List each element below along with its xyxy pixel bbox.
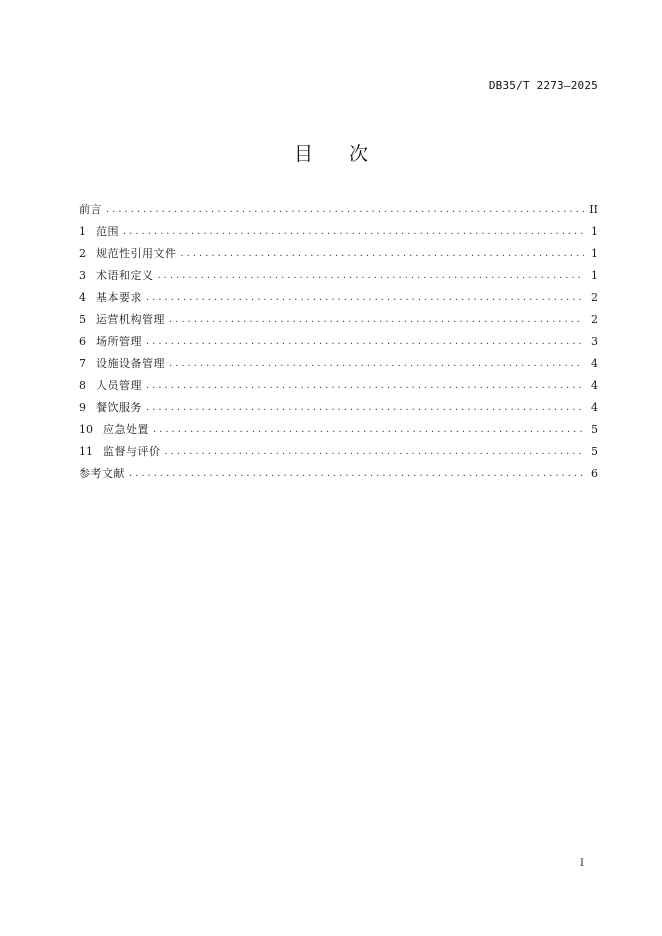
- toc-entry-page: 4: [591, 357, 598, 370]
- toc-leader-dots: [165, 441, 585, 463]
- toc-leader-dots: [106, 199, 584, 221]
- toc-entry-label: 运营机构管理: [96, 313, 165, 326]
- toc-entry-label: 监督与评价: [103, 445, 161, 458]
- toc-entry-page: 1: [591, 225, 598, 238]
- toc-entry-5[interactable]: [79, 309, 598, 331]
- toc-entry-number: 9: [79, 401, 86, 414]
- toc-entry-number: 5: [79, 313, 86, 326]
- toc-leader-dots: [146, 375, 584, 397]
- toc-entry-number: 7: [79, 357, 86, 370]
- document-code: DB35/T 2273—2025: [488, 79, 598, 92]
- toc-entry-number: 8: [79, 379, 86, 392]
- toc-entry-label: 应急处置: [103, 423, 149, 436]
- toc-leader-dots: [146, 397, 584, 419]
- toc-entry-label: 参考文献: [79, 467, 125, 480]
- toc-entry-number: 1: [79, 225, 86, 238]
- toc-entry-number: 2: [79, 247, 86, 260]
- toc-entry-number: 3: [79, 269, 86, 282]
- toc-entry-10[interactable]: [79, 419, 598, 441]
- toc-entry-6[interactable]: [79, 331, 598, 353]
- toc-entry-label: 前言: [79, 203, 102, 216]
- toc-entry-2[interactable]: [79, 243, 598, 265]
- toc-entry-label: 范围: [96, 225, 119, 238]
- toc-entry-page: 4: [591, 401, 598, 414]
- toc-entry-label: 餐饮服务: [96, 401, 142, 414]
- toc-entry-foreword[interactable]: [79, 199, 598, 221]
- toc-entry-number: 10: [79, 423, 93, 436]
- toc-entry-number: 11: [79, 445, 93, 458]
- toc-entry-page: 4: [591, 379, 598, 392]
- toc-leader-dots: [181, 243, 585, 265]
- toc-entry-label: 场所管理: [96, 335, 142, 348]
- toc-leader-dots: [146, 331, 584, 353]
- toc-entry-number: 6: [79, 335, 86, 348]
- toc-title-char-1: 目: [293, 143, 313, 165]
- toc-entry-3[interactable]: [79, 265, 598, 287]
- toc-entry-page: 5: [591, 445, 598, 458]
- toc-entry-9[interactable]: [79, 397, 598, 419]
- toc-entry-page: 6: [591, 467, 598, 480]
- toc-entry-page: II: [589, 203, 598, 216]
- toc-leader-dots: [169, 353, 584, 375]
- toc-entry-page: 1: [591, 247, 598, 260]
- toc-entry-label: 基本要求: [96, 291, 142, 304]
- toc-entry-references[interactable]: [79, 463, 598, 485]
- toc-entry-label: 规范性引用文件: [96, 247, 177, 260]
- toc-title: [0, 139, 662, 166]
- toc-entry-4[interactable]: [79, 287, 598, 309]
- toc-entry-page: 1: [591, 269, 598, 282]
- toc-entry-page: 5: [591, 423, 598, 436]
- toc-entry-8[interactable]: [79, 375, 598, 397]
- toc-leader-dots: [169, 309, 584, 331]
- toc-entry-page: 3: [591, 335, 598, 348]
- toc-entry-page: 2: [591, 313, 598, 326]
- page-number: I: [580, 858, 584, 869]
- toc-entry-1[interactable]: [79, 221, 598, 243]
- toc-entry-page: 2: [591, 291, 598, 304]
- toc-entry-number: 4: [79, 291, 86, 304]
- toc-leader-dots: [153, 419, 584, 441]
- toc-entry-label: 术语和定义: [96, 269, 154, 282]
- toc-leader-dots: [129, 463, 584, 485]
- toc-entry-7[interactable]: [79, 353, 598, 375]
- toc-entry-label: 设施设备管理: [96, 357, 165, 370]
- toc-leader-dots: [123, 221, 584, 243]
- toc-title-char-2: 次: [349, 143, 369, 165]
- toc-entry-label: 人员管理: [96, 379, 142, 392]
- toc-entry-11[interactable]: [79, 441, 598, 463]
- toc-list: [79, 199, 598, 485]
- toc-leader-dots: [146, 287, 584, 309]
- toc-leader-dots: [158, 265, 585, 287]
